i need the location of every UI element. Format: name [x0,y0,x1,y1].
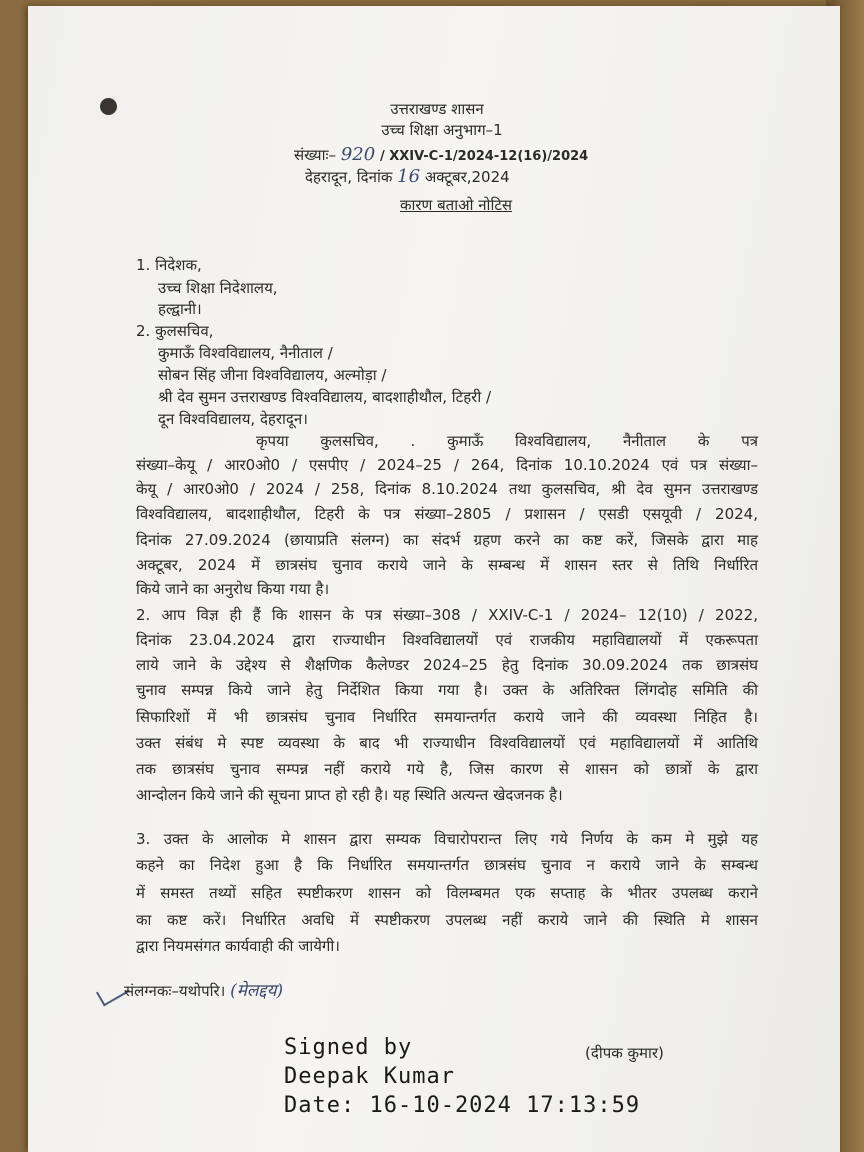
para3-line: द्वारा नियमसंगत कार्यवाही की जायेगी। [136,937,340,955]
ref-prefix: संख्याः– [294,146,337,164]
date-suffix: अक्टूबर,2024 [424,168,510,186]
para3-line: में समस्त तथ्यों सहित स्पष्टीकरण शासन को विलम्बमत एक सप्ताह के भीतर उपलब्ध कराने [136,884,758,902]
date-handwritten: 16 [397,166,421,187]
para2-line: आन्दोलन किये जाने की सूचना प्राप्त हो रही है। यह स्थिति अत्यन्त खेदजनक है। [136,786,563,804]
addressee-2-line-4: दून विश्वविद्यालय, देहरादून। [158,410,308,428]
para2-line: उक्त संबंध मे स्पष्ट व्यवस्था के बाद भी राज्याधीन विश्वविद्यालयों एवं महाविद्यालयों में आतिथि [136,734,758,752]
notice-title: कारण बताओ नोटिस [399,196,513,214]
enclosure-label: संलग्नकः–यथोपरि। [124,982,226,1000]
para3-line: कहने का निदेश हुआ है कि निर्धारित समयान्तर्गत छात्रसंघ चुनाव न कराये जाने के सम्बन्ध [136,856,758,874]
addressee-2-line-3: श्री देव सुमन उत्तराखण्ड विश्वविद्यालय, बादशाहीथौल, टिहरी / [158,388,492,406]
para2-line: तक छात्रसंघ चुनाव सम्पन्न नहीं कराये गये है, जिस कारण से शासन को छात्रों के द्वारा [136,760,758,778]
addressee-2-line-2: सोबन सिंह जीना विश्वविद्यालय, अल्मोड़ा / [158,366,387,384]
ref-handwritten-number: 920 [340,144,376,165]
digital-signature-date: Date: 16-10-2024 17:13:59 [284,1093,641,1118]
para3-line: 3. उक्त के आलोक मे शासन द्वारा सम्यक विचारोपरान्त लिए गये निर्णय के कम मे मुझे यह [136,830,758,848]
para1-line: किये जाने का अनुरोध किया गया है। [136,580,330,598]
addressee-1: 1. निदेशक, [136,256,202,274]
addressee-2: 2. कुलसचिव, [136,322,214,340]
para1-line: कृपया कुलसचिव, . कुमाऊँ विश्वविद्यालय, नैनीताल के पत्र [256,432,758,450]
para1-line: अक्टूबर, 2024 में छात्रसंघ चुनाव कराये जाने के सम्बन्ध में शासन स्तर से तिथि निर्धारित [136,556,758,574]
para1-line: दिनांक 27.09.2024 (छायाप्रति संलग्न) का संदर्भ ग्रहण करने का कष्ट करें, जिसके द्वारा माह [136,531,758,549]
digital-signature-label: Signed by [284,1035,413,1060]
para3-line: का कष्ट करें। निर्धारित अवधि में स्पष्टीकरण उपलब्ध नहीं कराये जाने की स्थिति मे शासन [136,911,758,929]
reference-line [294,146,588,166]
punch-hole [100,98,117,115]
section-title: उच्च शिक्षा अनुभाग–1 [381,121,503,139]
digital-signature-name: Deepak Kumar [284,1064,455,1089]
enclosure-line [124,982,283,1000]
para2-line: चुनाव सम्पन्न किये जाने हेतु निर्देशित किया गया है। उक्त के अतिरिक्त लिंगदोह समिति की [136,681,758,699]
addressee-1-line-2: हल्द्वानी। [158,300,202,318]
para2-line: 2. आप विज्ञ ही हैं कि शासन के पत्र संख्या–308 / XXIV-C-1 / 2024– 12(10) / 2022, [136,606,758,624]
para1-line: संख्या–केयू / आर0ओ0 / एसपीए / 2024–25 / 264, दिनांक 10.10.2024 एवं पत्र संख्या– [136,456,758,474]
para1-line: विश्वविद्यालय, बादशाहीथौल, टिहरी के पत्र संख्या–2805 / प्रशासन / एसडी एसयूवी / 2024, [136,505,758,523]
place-date-line [305,168,510,186]
government-title: उत्तराखण्ड शासन [390,100,484,118]
para1-line: केयू / आर0ओ0 / 2024 / 258, दिनांक 8.10.2024 तथा कुलसचिव, श्री देव सुमन उत्तराखण्ड [136,480,758,498]
enclosure-handwritten: (मेलद्दय) [230,981,284,1001]
para2-line: सिफारिशों में भी छात्रसंघ चुनाव निर्धारित समयान्तर्गत कराये जाने की व्यवस्था निहित है। [136,708,758,726]
para2-line: लाये जाने के उद्देश्य से शैक्षणिक कैलेण्डर 2024–25 हेतु दिनांक 30.09.2024 तक छात्रसंघ [136,656,758,674]
addressee-1-line-1: उच्च शिक्षा निदेशालय, [158,279,278,297]
place-date-prefix: देहरादून, दिनांक [305,168,393,186]
para2-line: दिनांक 23.04.2024 द्वारा राज्याधीन विश्वविद्यालयों एवं राजकीय महाविद्यालयों में एकरूपता [136,631,758,649]
ref-number: / XXIV-C-1/2024-12(16)/2024 [379,149,589,164]
addressee-2-line-1: कुमाऊँ विश्वविद्यालय, नैनीताल / [158,344,333,362]
signer-name: (दीपक कुमार) [585,1044,664,1062]
